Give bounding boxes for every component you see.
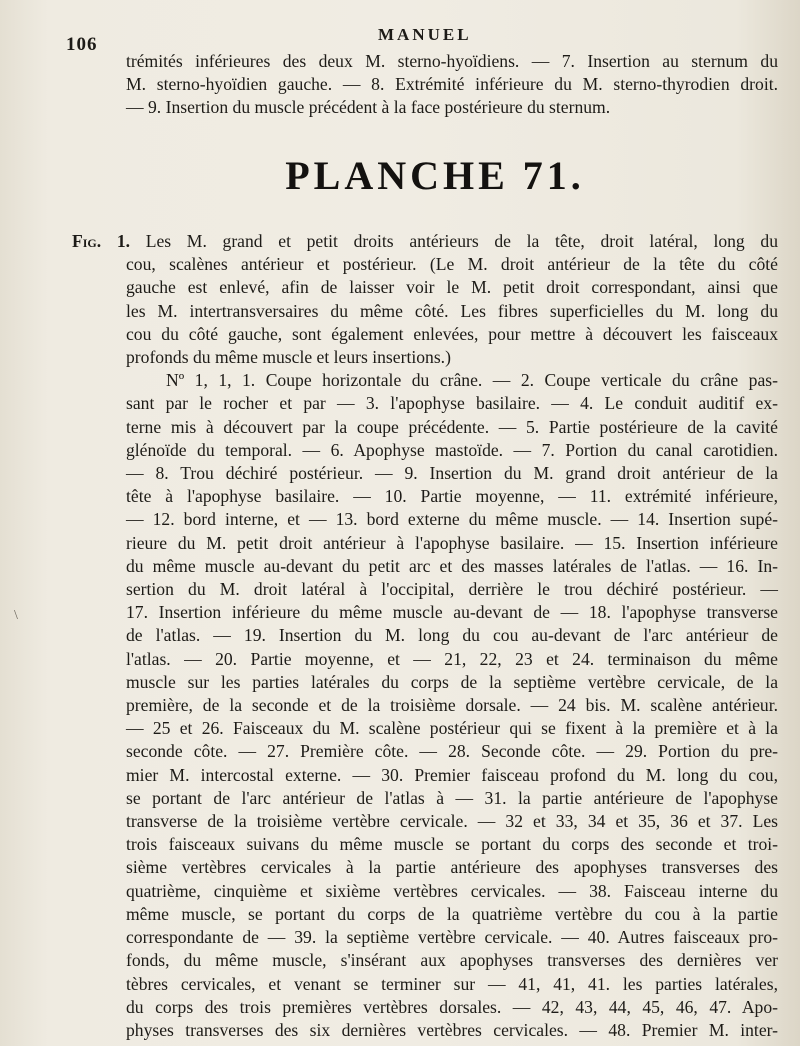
text-line: glénoïde du temporal. — 6. Apophyse mastoïde. — 7. Portion du canal carotidien. bbox=[126, 439, 778, 460]
text-line: seconde côte. — 27. Première côte. — 28. Seconde côte. — 29. Portion du pre- bbox=[126, 741, 778, 762]
page-number: 106 bbox=[66, 34, 98, 55]
text-line: mier M. intercostal externe. — 30. Premier faisceau profond du M. long du cou, bbox=[126, 764, 778, 785]
text-line: fonds, du même muscle, s'insérant aux apophyses transverses des dernières ver bbox=[126, 950, 778, 971]
figure-label: Fig. 1. bbox=[72, 231, 131, 251]
text-line: 17. Insertion inférieure du même muscle au-devant de — 18. l'apophyse transverse bbox=[126, 602, 778, 623]
text-line: sant par le rocher et par — 3. l'apophyse basilaire. — 4. Le conduit auditif ex- bbox=[126, 393, 778, 414]
margin-mark: \ bbox=[14, 608, 18, 623]
text-line: quatrième, cinquième et sixième vertèbres cervicales. — 38. Faisceau interne du bbox=[126, 880, 778, 901]
text-line: première, de la seconde et de la troisième dorsale. — 24 bis. M. scalène antérieur. bbox=[126, 695, 778, 716]
text-line: l'atlas. — 20. Partie moyenne, et — 21, 22, 23 et 24. terminaison du même bbox=[126, 648, 778, 669]
text-line: rieure du M. petit droit antérieur à l'apophyse basilaire. — 15. Insertion inférieure bbox=[126, 532, 778, 553]
text-line: M. sterno-hyoïdien gauche. — 8. Extrémité inférieure du M. sterno-thyrodien droit. bbox=[126, 74, 778, 95]
text-line: — 12. bord interne, et — 13. bord externe du même muscle. — 14. Insertion supé- bbox=[126, 509, 778, 530]
text-line: gauche est enlevé, afin de laisser voir le M. petit droit correspondant, ainsi que bbox=[126, 277, 778, 298]
intro-paragraph bbox=[126, 50, 778, 120]
text-line: transverse de la troisième vertèbre cervicale. — 32 et 33, 34 et 35, 36 et 37. Les bbox=[126, 811, 778, 832]
text-line: même muscle, se portant du corps de la quatrième vertèbre du cou à la partie bbox=[126, 903, 778, 924]
text-line: sième vertèbres cervicales à la partie antérieure des apophyses transverses des bbox=[126, 857, 778, 878]
figure-description bbox=[72, 230, 778, 1042]
text-line: trois faisceaux suivans du même muscle se portant du corps des seconde et troi- bbox=[126, 834, 778, 855]
text-line: physes transverses des six dernières vertèbres cervicales. — 48. Premier M. inter- bbox=[126, 1019, 778, 1040]
text-line: profonds du même muscle et leurs insertions.) bbox=[126, 347, 451, 368]
figure-first-line bbox=[72, 230, 778, 253]
text-line: sertion du M. droit latéral à l'occipital, derrière le trou déchiré postérieur. — bbox=[126, 579, 778, 600]
text-line: — 8. Trou déchiré postérieur. — 9. Insertion du M. grand droit antérieur de la bbox=[126, 463, 778, 484]
text-line: de l'atlas. — 19. Insertion du M. long du cou au-devant de l'arc antérieur de bbox=[126, 625, 778, 646]
text-line: — 25 et 26. Faisceaux du M. scalène postérieur qui se fixent à la première et à la bbox=[126, 718, 778, 739]
text-line: terne mis à découvert par la coupe précédente. — 5. Partie postérieure de la cavité bbox=[126, 416, 778, 437]
text-line: du même muscle au-devant du petit arc et des masses latérales de l'atlas. — 16. In- bbox=[126, 555, 778, 576]
text-line: les M. intertransversaires du même côté. Les fibres superficielles du M. long du bbox=[126, 300, 778, 321]
text-line: cou, scalènes antérieur et postérieur. (Le M. droit antérieur de la tête du côté bbox=[126, 254, 778, 275]
text-line: muscle sur les parties latérales du corps de la septième vertèbre cervicale, de la bbox=[126, 671, 778, 692]
text-line: tèbres cervicales, et venant se terminer sur — 41, 41, 41. les parties latérales, bbox=[126, 973, 778, 994]
figure-first-text: Les M. grand et petit droits antérieurs de la tête, droit latéral, long du bbox=[145, 231, 778, 251]
running-head: MANUEL bbox=[378, 25, 472, 44]
text-line: du corps des trois premières vertèbres dorsales. — 42, 43, 44, 45, 46, 47. Apo- bbox=[126, 996, 778, 1017]
text-line: correspondante de — 39. la septième vertèbre cervicale. — 40. Autres faisceaux pro- bbox=[126, 927, 778, 948]
text-line: tête à l'apophyse basilaire. — 10. Partie moyenne, — 11. extrémité inférieure, bbox=[126, 486, 778, 507]
text-line: — 9. Insertion du muscle précédent à la face postérieure du sternum. bbox=[126, 97, 611, 118]
text-line: trémités inférieures des deux M. sterno-hyoïdiens. — 7. Insertion au sternum du bbox=[126, 51, 778, 71]
numbered-first-line: Nº 1, 1, 1. Coupe horizontale du crâne. — 2. Coupe verticale du crâne pas- bbox=[166, 370, 778, 391]
planche-title: PLANCHE 71. bbox=[285, 153, 585, 198]
text-line: cou du côté gauche, sont également enlevées, pour mettre à découvert les faisceaux bbox=[126, 323, 778, 344]
text-line: se portant de l'arc antérieur de l'atlas à — 31. la partie antérieure de l'apophyse bbox=[126, 787, 778, 808]
page-header bbox=[0, 18, 800, 55]
